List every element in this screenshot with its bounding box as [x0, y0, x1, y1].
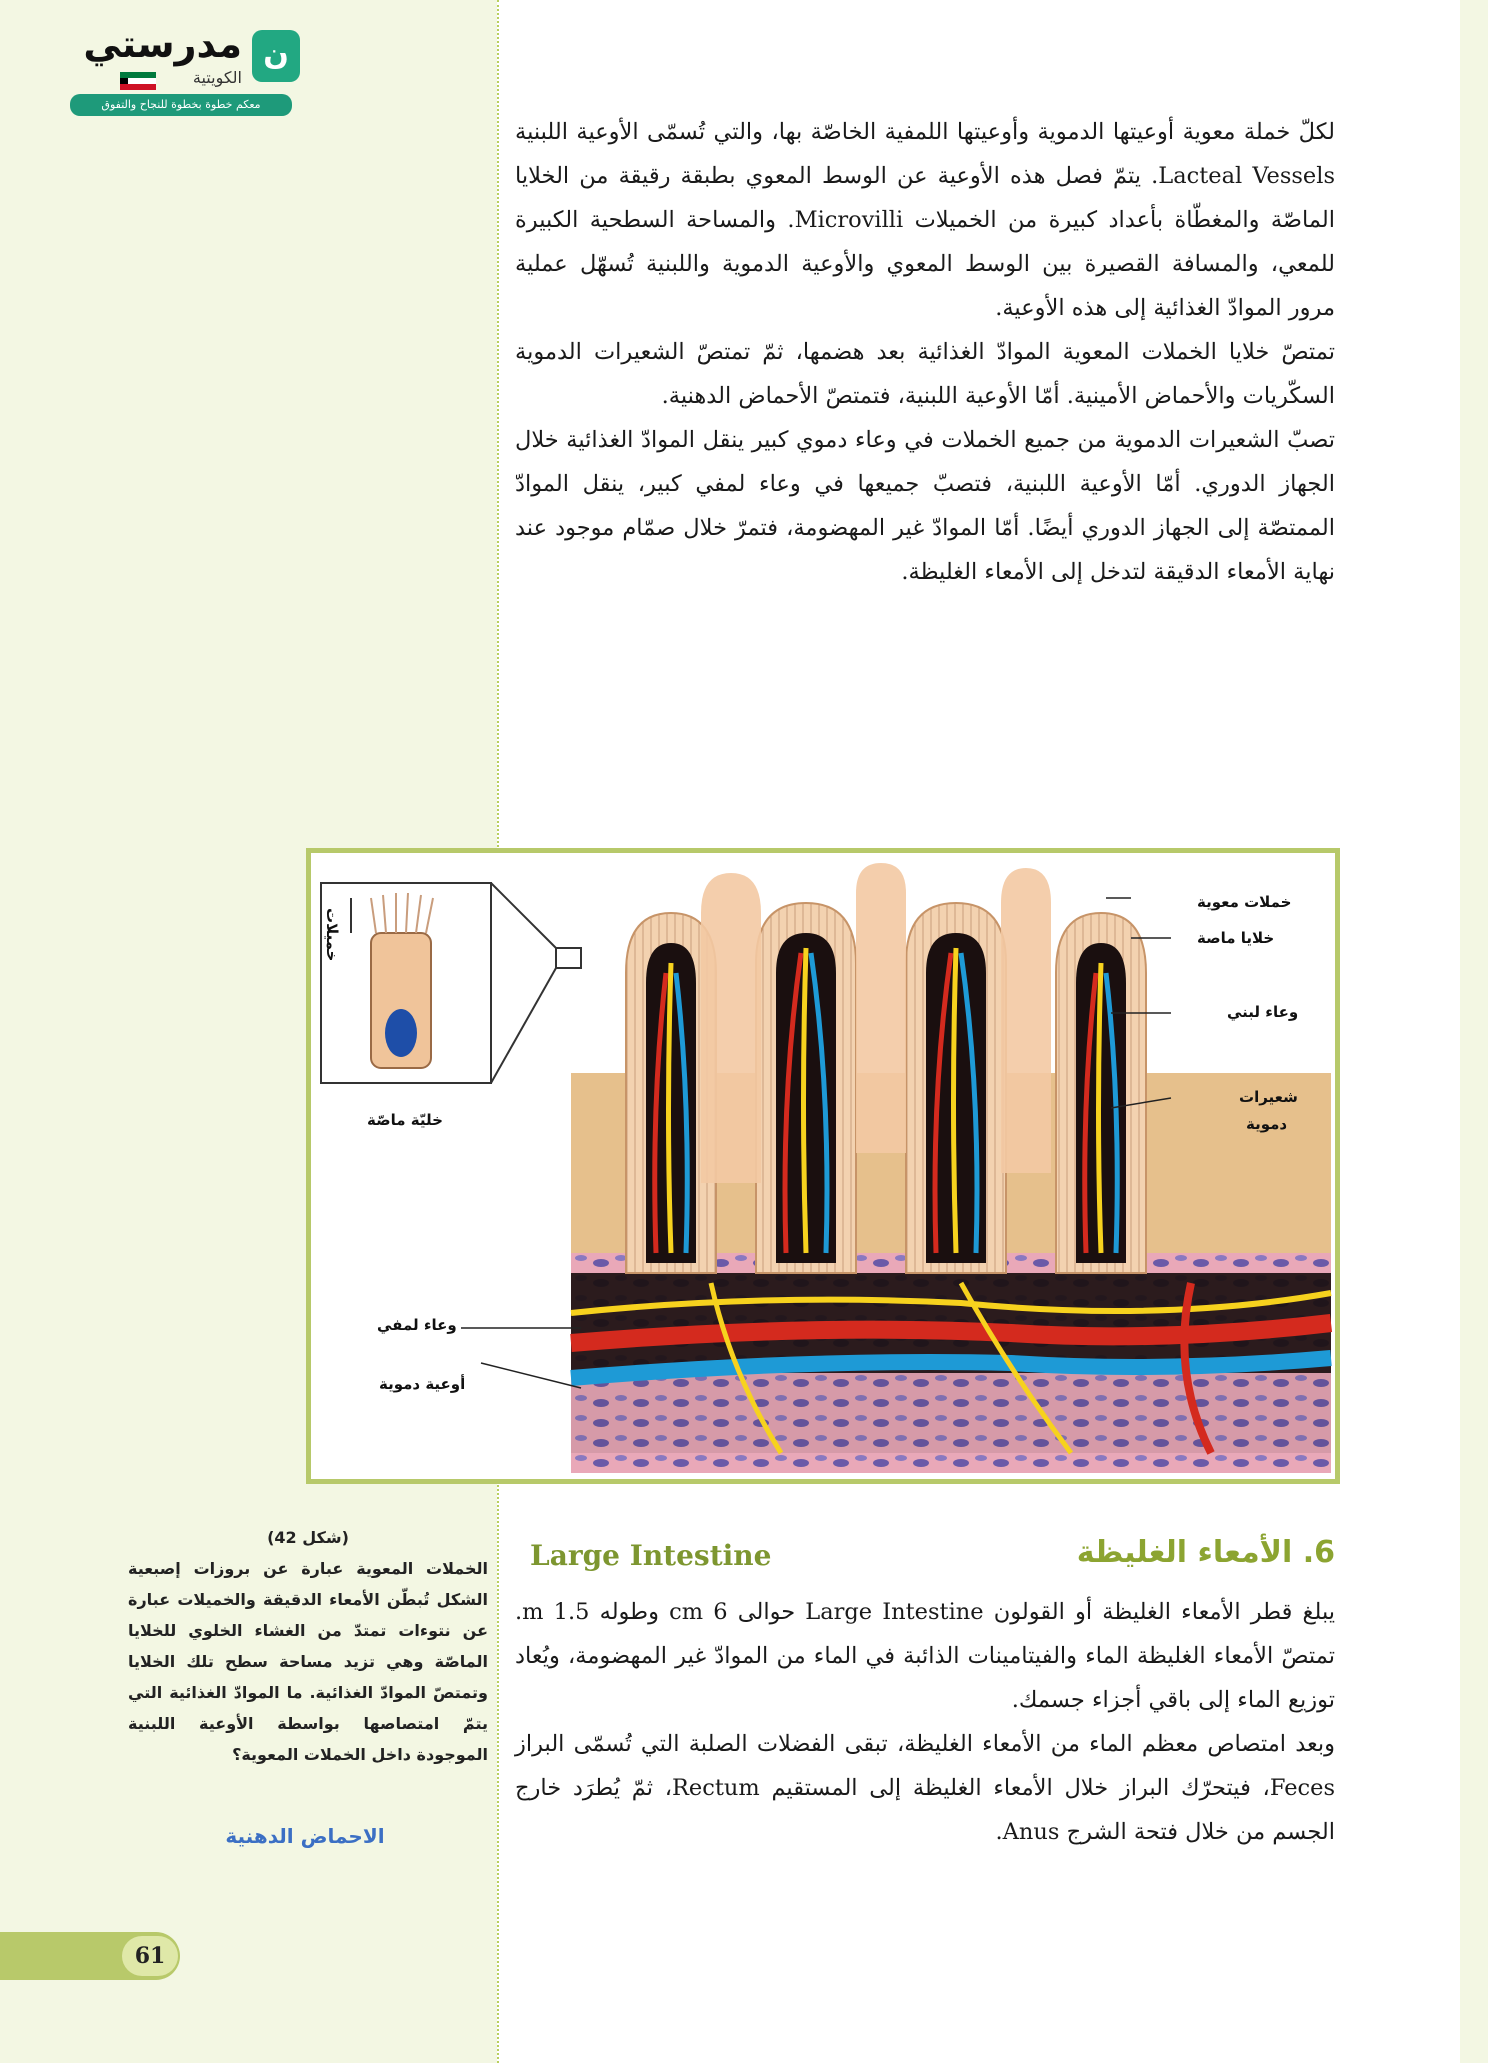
logo-slogan: معكم خطوة بخطوة للنجاح والتفوق: [70, 94, 292, 116]
body-text: [515, 110, 1335, 594]
logo-subtitle: الكويتية: [192, 68, 242, 87]
paragraph-feces: وبعد امتصاص معظم الماء من الأمعاء الغليظة، تبقى الفضلات الصلبة التي تُسمّى البراز Feces، فيتحرّك البراز خلال الأمعاء الغليظة إلى المستقيم Rectum، ثمّ يُطرَد خارج الجسم من خلال فتحة الشرج Anus.: [515, 1731, 1335, 1845]
section-title-english: Large Intestine: [530, 1539, 772, 1572]
villi-figure: [306, 848, 1340, 1484]
section-body: [515, 1590, 1335, 1854]
logo-title: مدرستي: [83, 22, 242, 66]
caption-text: الخملات المعوية عبارة عن بروزات إصبعية الشكل تُبطّن الأمعاء الدقيقة والخميلات عبارة عن نتوءات تمتدّ من الغشاء الخلوي للخلايا الماصّة وهي تزيد مساحة سطح تلك الخلايا وتمتصّ الموادّ الغذائية. ما الموادّ الغذائية التي يتمّ امتصاصها بواسطة الأوعية اللبنية الموجودة داخل الخملات المعوية؟: [128, 1559, 488, 1764]
section-title-arabic: 6. الأمعاء الغليظة: [1076, 1535, 1335, 1570]
logo-badge-icon: ن: [252, 30, 300, 82]
label-microvilli: خميلات: [323, 908, 341, 962]
caption-title: (شكل 42): [267, 1528, 349, 1547]
figure-caption: [128, 1522, 488, 1770]
label-absorptive-cell: خليّة ماصّة: [367, 1111, 443, 1129]
label-villi: خملات معوية: [1197, 893, 1292, 911]
label-capillaries-1: شعيرات: [1239, 1088, 1298, 1106]
section-header: [530, 1535, 1335, 1575]
label-absorptive-cells: خلايا ماصة: [1197, 929, 1275, 947]
paragraph-large-intestine: يبلغ قطر الأمعاء الغليظة أو القولون Large Intestine حوالى 6 cm وطوله 1.5 m. تمتصّ الأمعاء الغليظة الماء والفيتامينات الذائبة في الماء من الموادّ غير المهضومة، ويُعاد توزيع الماء إلى باقي أجزاء جسمك.: [515, 1599, 1336, 1713]
label-capillaries-2: دموية: [1246, 1115, 1288, 1133]
absorptive-cell-inset: [321, 883, 581, 1083]
label-blood-vessels: أوعية دموية: [379, 1375, 466, 1393]
site-logo[interactable]: [70, 22, 300, 117]
paragraph-lacteal: لكلّ خملة معوية أوعيتها الدموية وأوعيتها اللمفية الخاصّة بها، والتي تُسمّى الأوعية اللبنية Lacteal Vessels. يتمّ فصل هذه الأوعية عن الوسط المعوي بطبقة رقيقة من الخلايا الماصّة والمغطّاة بأعداد كبيرة من الخميلات Microvilli. والمساحة السطحية الكبيرة للمعي، والمسافة القصيرة بين الوسط المعوي والأوعية الدموية واللبنية تُسهّل عملية مرور الموادّ الغذائية إلى هذه الأوعية.: [515, 119, 1335, 321]
caption-answer: الاحماض الدهنية: [225, 1824, 385, 1848]
right-margin-strip: [1460, 0, 1488, 2063]
kuwait-flag-icon: [120, 72, 156, 90]
paragraph-absorption: تمتصّ خلايا الخملات المعوية الموادّ الغذائية بعد هضمها، ثمّ تمتصّ الشعيرات الدموية السكّريات والأحماض الأمينية. أمّا الأوعية اللبنية، فتمتصّ الأحماض الدهنية.: [515, 339, 1335, 409]
label-lymph-vessel: وعاء لمفي: [377, 1316, 457, 1334]
label-lacteal: وعاء لبني: [1227, 1003, 1299, 1021]
page-number: 61: [122, 1936, 178, 1976]
paragraph-transport: تصبّ الشعيرات الدموية من جميع الخملات في وعاء دموي كبير ينقل الموادّ الغذائية خلال الجهاز الدوري. أمّا الأوعية اللبنية، فتصبّ جميعها في وعاء لمفي كبير، ينقل الموادّ الممتصّة إلى الجهاز الدوري أيضًا. أمّا الموادّ غير المهضومة، فتمرّ خلال صمّام موجود عند نهاية الأمعاء الدقيقة لتدخل إلى الأمعاء الغليظة.: [515, 427, 1335, 585]
